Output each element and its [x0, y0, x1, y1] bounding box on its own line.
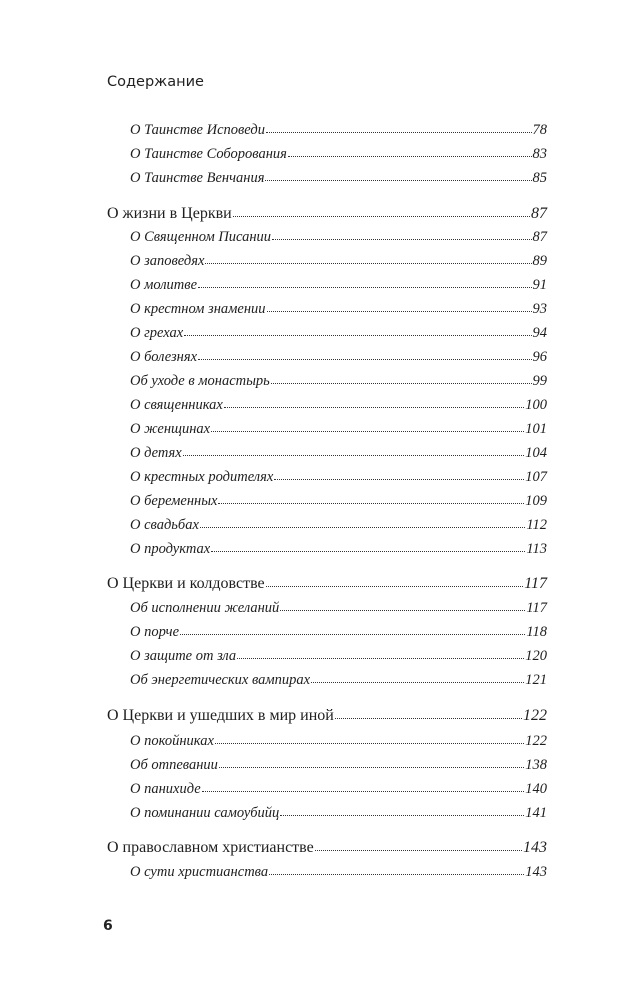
toc-entry-title: Об отпевании	[130, 757, 218, 773]
dot-leader	[233, 204, 530, 217]
toc-entry-page: 91	[532, 277, 547, 293]
dot-leader	[271, 372, 532, 384]
toc-entry-page: 120	[525, 648, 547, 664]
toc-entry-title: О защите от зла	[130, 648, 237, 664]
dot-leader	[211, 540, 525, 552]
toc-entry	[130, 469, 547, 486]
toc-entry	[130, 122, 547, 139]
toc-section-title: О Церкви и ушедших в мир иной	[107, 707, 334, 724]
toc-entry	[130, 421, 547, 438]
toc-entry-page: 112	[526, 517, 547, 533]
toc-entry-title: О болезнях	[130, 349, 198, 365]
toc-entry-page: 107	[525, 469, 547, 485]
dot-leader	[184, 324, 531, 336]
toc-entry-title: О крестном знамении	[130, 301, 266, 317]
dot-leader	[266, 121, 532, 133]
dot-leader	[288, 145, 532, 157]
toc-section	[107, 205, 547, 223]
toc-entry	[130, 733, 547, 750]
dot-leader	[265, 169, 531, 181]
dot-leader	[198, 348, 531, 360]
dot-leader	[266, 574, 524, 587]
page-number: 6	[103, 918, 113, 934]
toc-entry-page: 104	[525, 445, 547, 461]
dot-leader	[315, 838, 522, 851]
dot-leader	[205, 252, 531, 264]
toc-entry-title: О Таинстве Исповеди	[130, 122, 265, 138]
dot-leader	[202, 780, 525, 792]
toc-entry-title: О поминании самоубийц	[130, 805, 280, 821]
toc-entry-page: 96	[532, 349, 547, 365]
toc-entry-page: 122	[525, 733, 547, 749]
dot-leader	[280, 804, 524, 816]
dot-leader	[224, 396, 524, 408]
toc-entry-title: О грехах	[130, 325, 184, 341]
toc-entry-page: 141	[525, 805, 547, 821]
toc-entry-page: 109	[525, 493, 547, 509]
toc-entry	[130, 805, 547, 822]
toc-entry-page: 143	[525, 864, 547, 880]
dot-leader	[335, 706, 522, 719]
toc-entry	[130, 600, 547, 617]
toc-entry-title: Об энергетических вампирах	[130, 672, 311, 688]
toc-section	[107, 839, 547, 857]
toc-entry-title: О молитве	[130, 277, 198, 293]
toc-entry-title: О панихиде	[130, 781, 201, 797]
running-header: Содержание	[107, 74, 204, 90]
toc-section-page: 117	[524, 575, 547, 592]
dot-leader	[180, 623, 525, 635]
toc-entry	[130, 301, 547, 318]
dot-leader	[272, 228, 531, 240]
toc-entry-title: О порче	[130, 624, 180, 640]
toc-entry	[130, 648, 547, 665]
toc-entry-title: О заповедях	[130, 253, 205, 269]
dot-leader	[280, 599, 525, 611]
toc-entry-page: 85	[532, 170, 547, 186]
dot-leader	[198, 276, 531, 288]
toc-entry-title: О Таинстве Соборования	[130, 146, 287, 162]
toc-entry-title: О священниках	[130, 397, 223, 413]
toc-entry-page: 138	[525, 757, 547, 773]
toc-entry-page: 89	[532, 253, 547, 269]
dot-leader	[218, 492, 524, 504]
dot-leader	[311, 671, 524, 683]
toc-section-title: О православном христианстве	[107, 839, 314, 856]
toc-section-page: 87	[531, 205, 547, 222]
toc-section-title: О Церкви и колдовстве	[107, 575, 265, 592]
toc-entry-title: О сути христианства	[130, 864, 269, 880]
toc-entry-page: 100	[525, 397, 547, 413]
toc-entry-title: О свадьбах	[130, 517, 199, 533]
dot-leader	[269, 863, 524, 875]
toc-entry	[130, 146, 547, 163]
dot-leader	[274, 468, 524, 480]
dot-leader	[200, 516, 525, 528]
toc-section-page: 143	[523, 839, 547, 856]
toc-entry-title: О Таинстве Венчания	[130, 170, 265, 186]
toc-entry-title: О Священном Писании	[130, 229, 272, 245]
toc-section	[107, 575, 547, 593]
dot-leader	[267, 300, 532, 312]
toc-entry-title: О детях	[130, 445, 182, 461]
toc-entry-page: 94	[532, 325, 547, 341]
dot-leader	[219, 756, 524, 768]
toc-entry	[130, 325, 547, 342]
toc-entry	[130, 397, 547, 414]
toc-entry-title: Об уходе в монастырь	[130, 373, 270, 389]
toc-entry	[130, 373, 547, 390]
toc-entry-title: Об исполнении желаний	[130, 600, 280, 616]
toc-entry	[130, 672, 547, 689]
toc-entry-page: 99	[532, 373, 547, 389]
toc-entry-title: О продуктах	[130, 541, 211, 557]
toc-entry-title: О покойниках	[130, 733, 214, 749]
dot-leader	[183, 444, 525, 456]
toc-entry	[130, 493, 547, 510]
dot-leader	[237, 647, 524, 659]
toc-entry	[130, 229, 547, 246]
toc-entry-title: О крестных родителях	[130, 469, 274, 485]
toc-entry	[130, 541, 547, 558]
toc-entry-page: 140	[525, 781, 547, 797]
toc-entry-page: 118	[526, 624, 547, 640]
toc-entry	[130, 624, 547, 641]
toc-entry	[130, 757, 547, 774]
toc-section	[107, 707, 547, 725]
toc-entry-title: О женщинах	[130, 421, 211, 437]
toc-entry	[130, 253, 547, 270]
toc-entry	[130, 349, 547, 366]
dot-leader	[211, 420, 524, 432]
toc-entry	[130, 864, 547, 881]
toc-section-page: 122	[523, 707, 547, 724]
toc-entry-page: 117	[526, 600, 547, 616]
toc-entry-page: 113	[526, 541, 547, 557]
toc-entry	[130, 277, 547, 294]
toc-entry-page: 121	[525, 672, 547, 688]
dot-leader	[215, 732, 524, 744]
toc-entry	[130, 170, 547, 187]
toc-entry	[130, 517, 547, 534]
toc-entry-title: О беременных	[130, 493, 218, 509]
toc-entry-page: 87	[532, 229, 547, 245]
toc-entry-page: 101	[525, 421, 547, 437]
toc-entry-page: 83	[532, 146, 547, 162]
toc-section-title: О жизни в Церкви	[107, 205, 232, 222]
toc-entry	[130, 445, 547, 462]
toc-entry-page: 78	[532, 122, 547, 138]
toc-entry-page: 93	[532, 301, 547, 317]
toc-entry	[130, 781, 547, 798]
